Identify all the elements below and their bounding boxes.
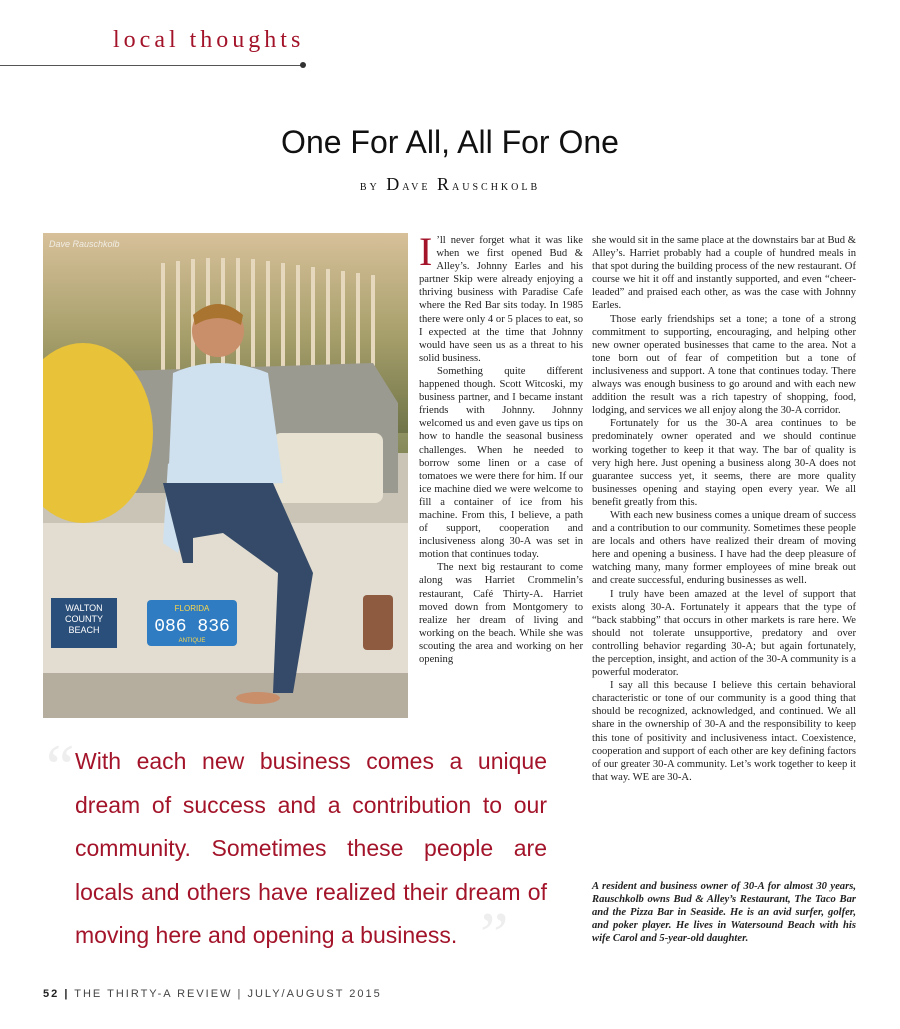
article-paragraph: I truly have been amazed at the level of support that exists along 30-A. Fortunately it appears that the type of “back stabbing” that occurs in other markets is rare here. We should not tolerate unsupportive, predatory and over controlling behavior regarding 30-A; but again fortunately, the perception, insight, and action of the 30-A community is a powerful moderator. [592,588,856,679]
article-paragraph [419,229,583,365]
author-photo [43,233,408,718]
byline-by: by [359,179,380,194]
article-paragraph: Those early friendships set a tone; a tone of a strong commitment to supporting, encouraging, and helping other new owner operated businesses that came to the area. Not a tone born out of fear of competition but a tone of inclusiveness and support. A tone that continues today. There always was enough business to go around and with each new addition the result was a rich tapestry of shopping, food, lodging, and services we all enjoy along the 30-A corridor. [592,313,856,417]
byline-last-rest: auschkolb [452,179,541,194]
sign-line-1: WALTON [65,603,103,613]
article-paragraph: she would sit in the same place at the downstairs bar at Bud & Alley’s. Harriet probably had a couple of hundred meals in that spot during the building process of the new restaurant. Of course we hit it off and instantly supported, and even “cheer-leaded” and praised each other, as was the case with Johnny Earles. [592,235,856,312]
article-column-2 [592,234,856,874]
sign-line-3: BEACH [68,625,100,635]
page-footer [43,988,382,1000]
pull-quote: With each new business comes a unique dream of success and a contribution to our community. Sometimes these people are locals and others have realized their dream of moving here and opening a business. [75,748,547,948]
sign-line-2: COUNTY [65,614,103,624]
footer-separator-2: | [237,988,243,1000]
author-bio: A resident and business owner of 30-A for almost 30 years, Rauschkolb owns Bud & Alley’s Restaurant, The Taco Bar and the Pizza Bar in Seaside. He is an avid surfer, golfer, and poker player. He lives in Watersound Beach with his wife Carol and 5-year-old daughter. [592,881,856,945]
article-paragraph: With each new business comes a unique dream of success and a contribution to our community. Sometimes these people are locals and others have realized their dream of moving here and opening a business. I have had the deep pleasure of watching many, many former employees of mine break out and create successful, enduring businesses as well. [592,509,856,587]
drop-cap: I [419,229,433,274]
photo-illustration [43,233,408,718]
article-column-1 [419,229,583,724]
byline-first-rest: ave [402,179,431,194]
plate-bottom: ANTIQUE [178,638,206,644]
section-label: local thoughts [113,27,305,53]
publication-name: THE THIRTY-A REVIEW [74,988,233,1000]
byline-first-initial: D [386,174,403,194]
footer-separator: | [64,988,70,1000]
photo-credit: Dave Rauschkolb [49,239,120,249]
quote-open-mark: “ [46,731,75,802]
article-paragraph: Something quite different happened though. Scott Witcoski, my business partner, and I became instant friends with Johnny. Johnny welcomed us and even gave us tips on how to handle the seasonal business challenges. When he needed to borrow some linen or a case of tomatoes we were there for him. If our ice machine died we were welcome to fill a container of ice from his machine. From this, I believe, a path of support, cooperation and inclusiveness along 30-A was set in motion that continues today. [419,365,583,561]
plate-number: 086 836 [154,617,230,637]
issue-date: JULY/AUGUST 2015 [247,988,382,1000]
article-paragraph: I say all this because I believe this certain behavioral characteristic or tone of our community is a good thing that should be recognized, acknowledged, and continued. We all share in the ownership of 30-A and the responsibility to keep this tone of positivity and inclusiveness intact. Coexistence, cooperation and support of each other are key defining factors of our greater 30-A community. Let’s work together to keep it that way. WE are 30-A. [592,680,856,783]
section-rule-dot [300,62,306,68]
article-title: One For All, All For One [281,124,619,160]
section-rule [0,65,302,66]
quote-close-mark: ” [480,899,509,970]
byline-last-initial: R [437,174,453,194]
article-paragraph: Fortunately for us the 30-A area continues to be predominately owner operated and we should continue working together to keep it that way. The bar of quality is very high here. Just opening a business along 30-A does not guarantee success yet, it seems, there are more quality businesses opening and staying open every year. We all benefit greatly from this. [592,418,856,508]
paragraph-text: ’ll never forget what it was like when we first opened Bud & Alley’s. Johnny Earles and his partner Skip were already enjoying a thriving business with Paradise Cafe where the Red Bar sits today. In 1985 there were only 4 or 5 places to eat, so I expected at the time that Johnny would have seen us as a threat to his solid business. [419,235,583,364]
page-number: 52 [43,988,60,1000]
plate-state: FLORIDA [174,604,210,613]
article-paragraph: The next big restaurant to come along was Harriet Crommelin’s restaurant, Café Thirty-A. Harriet moved down from Montgomery to realize her dream of living and working on the beach. While she was scouting the area and working on her opening [419,562,583,665]
byline [0,174,900,195]
